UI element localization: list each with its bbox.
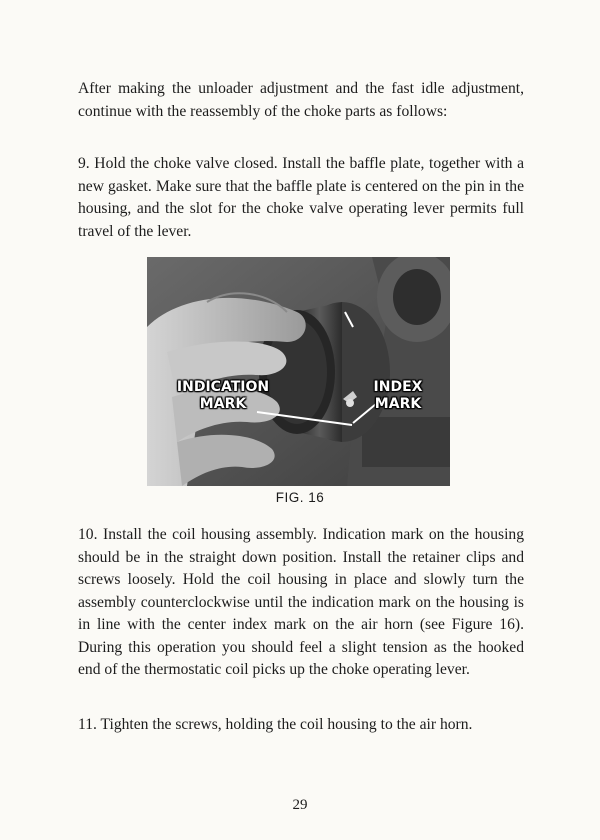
page-number: 29 [292,797,308,813]
paragraph-step-9: 9. Hold the choke valve closed. Install the baffle plate, together with a new gasket. Make sure that the baffle plate is centered on the pin in the housing, and the slot for the choke valve operating lever permits full travel of the lever. [78,155,524,240]
callout-indication-line2: MARK [199,396,247,412]
callout-index-mark [363,379,433,413]
callout-index-line1: INDEX [373,379,423,395]
callout-indication-line1: INDICATION [176,379,270,395]
callout-indication-mark [163,379,283,413]
paragraph-step-10: 10. Install the coil housing assembly. Indication mark on the housing should be in the straight down position. Install the retainer clips and screws loosely. Hold the coil housing in place and slowly turn the assembly counterclockwise until the indication mark on the housing is in line with the center index mark on the air horn (see Figure 16). During this operation you should feel a slight tension as the hooked end of the thermostatic coil picks up the choke operating lever. [78,526,524,678]
paragraph-intro: After making the unloader adjustment and the fast idle adjustment, continue with the reassembly of the choke parts as follows: [78,80,524,120]
callout-index-line2: MARK [374,396,422,412]
paragraph-step-11: 11. Tighten the screws, holding the coil housing to the air horn. [78,716,473,733]
carburetor-choke-photo [147,257,450,486]
figure-16-photo [147,257,450,486]
figure-caption: FIG. 16 [275,490,325,505]
